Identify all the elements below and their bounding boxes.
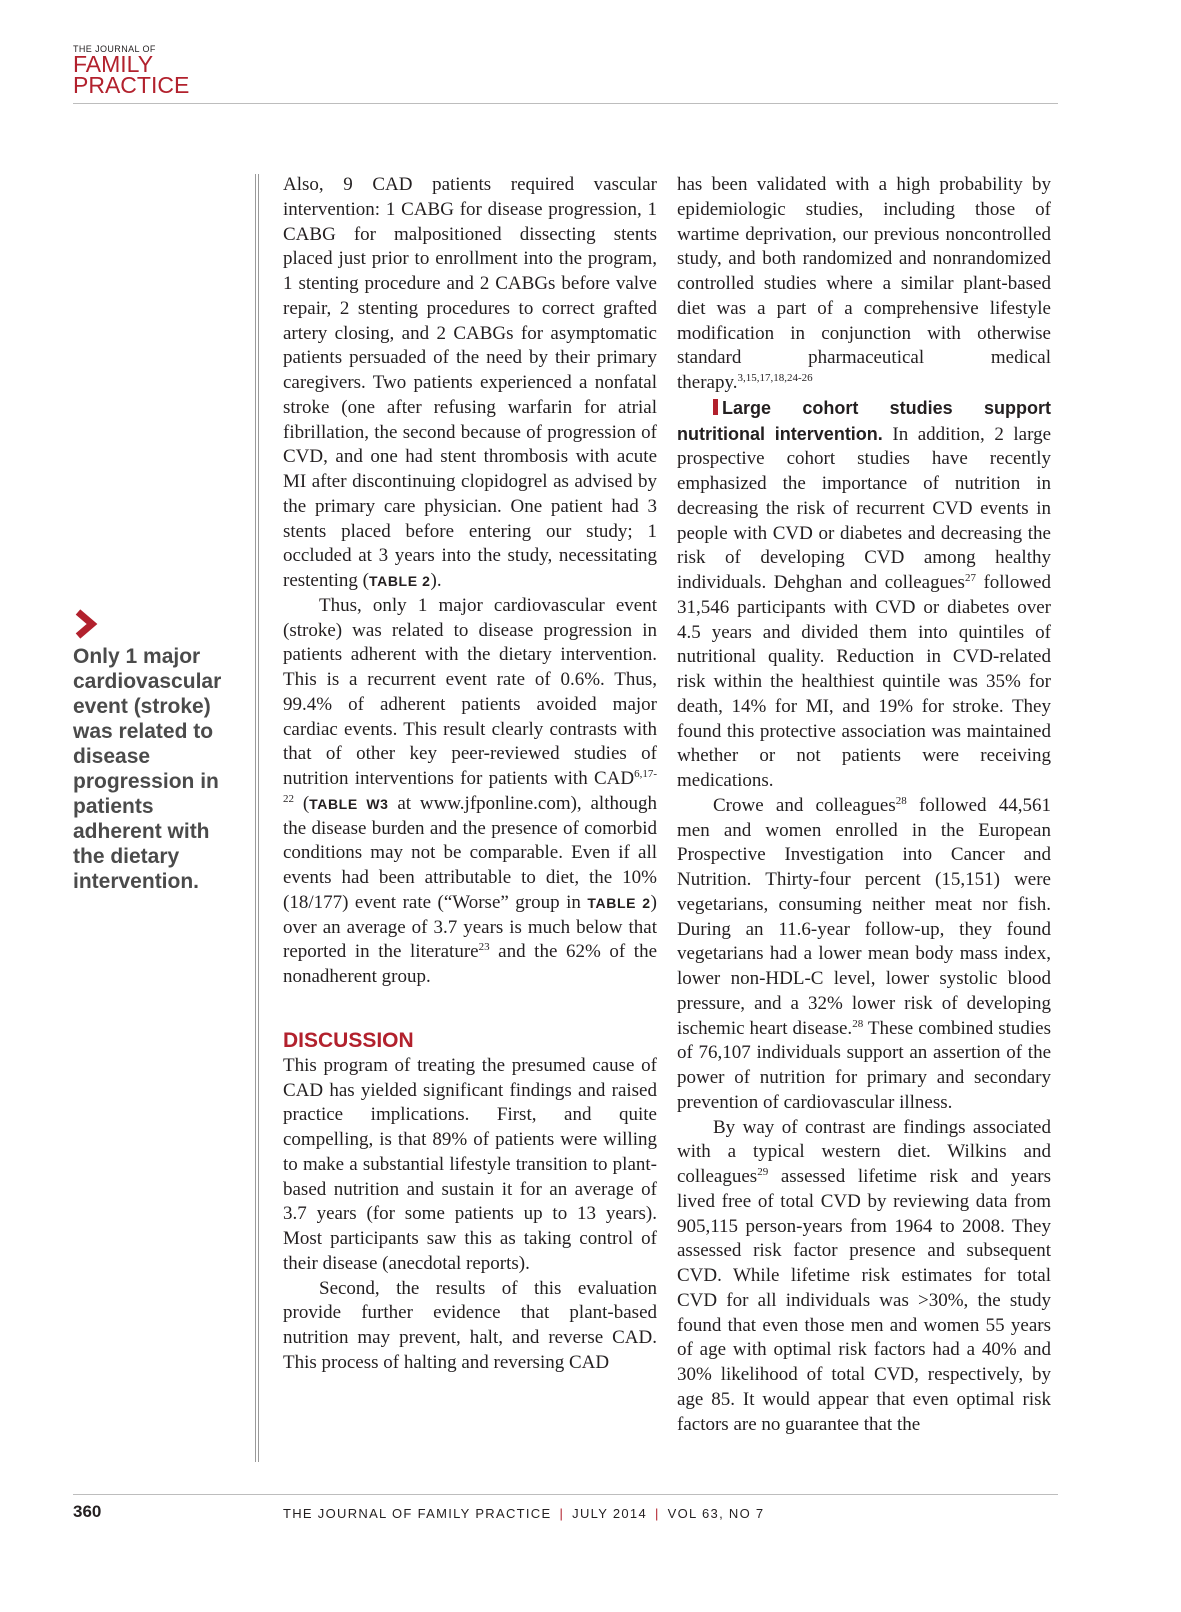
citation-superscript: 28	[852, 1017, 864, 1030]
table-reference[interactable]: TABLE 2	[587, 894, 651, 911]
page-number: 360	[73, 1502, 102, 1521]
table-reference[interactable]: TABLE 2	[369, 573, 431, 589]
paragraph	[283, 594, 657, 990]
paragraph: Second, the results of this evaluation provide further evidence that plant-based nutrition may prevent, halt, and reverse CAD. This process of halting and reversing CAD	[283, 1277, 657, 1373]
sidebar-pull-quote	[73, 608, 245, 894]
logo-small-text: THE JOURNAL OF	[73, 44, 156, 54]
paragraph-text: By way of contrast are findings associated with a typical western diet. Wilkins and colleagues	[677, 1116, 1051, 1187]
run-in-heading: Large cohort studies support nutritional intervention.	[677, 397, 1051, 444]
paragraph-text: Thus, only 1 major cardiovascular event (stroke) was related to disease progression in patients adherent with the dietary intervention. This is a recurrent event rate of 0.6%. Thus, 99.4% of adherent patients avoided major cardiac events. This result clearly contrasts with that of other key peer-reviewed studies of nutrition interventions for patients with CAD	[283, 594, 657, 789]
journal-logo	[73, 44, 189, 96]
section-marker-icon	[713, 399, 718, 415]
running-footer	[283, 1506, 764, 1521]
footer-divider	[73, 1494, 1058, 1495]
text-column-right	[677, 173, 1051, 1437]
citation-superscript: 29	[757, 1166, 769, 1178]
citation-superscript: 23	[478, 941, 490, 954]
paragraph-text: Also, 9 CAD patients required vascular intervention: 1 CABG for disease progression, 1 CABG for malpositioned dissecting stents placed just prior to enrollment into the program, 1 stenting procedure and 2 CABGs before valve repair, 2 stenting procedures to correct grafted artery closing, and 2 CABGs for asymptomatic patients persuaded of the need by their primary caregivers. Two patients experienced a nonfatal stroke (one after refusing warfarin for atrial fibrillation, the second because of progression of CVD, and one had stent thrombosis with acute MI after discontinuing clopidogrel as advised by the primary care physician. One patient had 3 stents placed before entering our study; 1 occluded at 3 years into the study, necessitating restenting (	[283, 174, 657, 591]
citation-superscript: 28	[895, 794, 907, 807]
paragraph-text: ) over an average of 3.7 years is much below that reported in the literature	[283, 891, 657, 963]
chevron-right-icon	[73, 608, 99, 640]
paragraph-text: and the 62% of the nonadherent group.	[283, 941, 657, 987]
column-divider	[255, 174, 259, 1462]
paragraph-text: ).	[430, 570, 442, 591]
footer-journal: THE JOURNAL OF FAMILY PRACTICE	[283, 1506, 552, 1521]
paragraph-text: has been validated with a high probability by epidemiologic studies, including those of wartime deprivation, our previous noncontrolled study, and both randomized and nonrandomized controlled studies where a similar plant-based diet was a part of a comprehensive lifestyle modification in conjunction with otherwise standard pharmaceutical medical therapy.	[677, 174, 1051, 393]
citation-superscript: 3,15,17,18,24-26	[737, 372, 813, 384]
paragraph: This program of treating the presumed cause of CAD has yielded significant findings and raised practice implications. First, and quite compelling, is that 89% of patients were willing to make a substantial lifestyle transition to plant-based nutrition and sustain it for an average of 3.7 years (for some patients up to 13 years). Most participants saw this as taking control of their disease (anecdotal reports).	[283, 1054, 657, 1274]
citation-superscript: 27	[964, 572, 976, 584]
paragraph	[677, 173, 1051, 396]
paragraph-text: Crowe and colleagues	[713, 794, 896, 816]
paragraph-text: followed 31,546 participants with CVD or diabetes over 4.5 years and divided them into quintiles of nutritional quality. Reduction in CVD-related risk within the healthiest quintile was 35% for death, 14% for MI, and 19% for stroke. They found this protective association was maintained whether or not patients were receiving medications.	[677, 572, 1051, 791]
paragraph-text: These combined studies of 76,107 individuals support an assertion of the power of nutrition for primary and secondary prevention of cardiovascular illness.	[677, 1017, 1051, 1113]
pull-quote-text: Only 1 major cardiovascular event (stroke) was related to disease progression in patients adherent with the dietary intervention.	[73, 645, 222, 893]
citation-superscript: 6,17-22	[283, 768, 657, 805]
logo-practice-text: PRACTICE	[73, 72, 190, 98]
paragraph	[677, 794, 1051, 1116]
paragraph	[677, 1116, 1051, 1438]
paragraph-text: In addition, 2 large prospective cohort studies have recently emphasized the importance of nutrition in decreasing the risk of recurrent CVD events in people with CVD or diabetes and decreasing the risk of developing CVD among healthy individuals. Dehghan and colleagues	[677, 423, 1052, 593]
logo-family-text: FAMILY	[73, 51, 154, 77]
footer-date: JULY 2014	[572, 1506, 647, 1521]
paragraph	[283, 173, 657, 594]
section-heading: DISCUSSION	[283, 1028, 414, 1052]
text-column-left	[283, 173, 657, 1376]
paragraph-text: followed 44,561 men and women enrolled in the European Prospective Investigation into Cancer and Nutrition. Thirty-four percent (15,151) were vegetarians, consuming neither meat nor fish. During an 11.6-year follow-up, they found vegetarians had a lower mean body mass index, lower non-HDL-C level, lower systolic blood pressure, and a 32% lower risk of developing ischemic heart disease.	[677, 794, 1051, 1039]
paragraph-text: at www.jfponline.com), although the disease burden and the presence of comorbid conditions may not be comparable. Even if all events had been attributable to diet, the 10% (18/177) event rate (“Worse” group in	[283, 792, 657, 913]
table-reference[interactable]: TABLE W3	[309, 795, 389, 812]
header-divider	[73, 103, 1058, 104]
paragraph-text: assessed lifetime risk and years lived free of total CVD by reviewing data from 905,115 person-years from 1964 to 2008. They assessed risk factor presence and subsequent CVD. While lifetime risk estimates for total CVD for all individuals was >30%, the study found that even those men and women 55 years of age with optimal risk factors had a 40% and 30% likelihood of total CVD, respectively, by age 85. It would appear that even optimal risk factors are no guarantee that the	[677, 1166, 1051, 1435]
paragraph-text: (	[294, 792, 310, 814]
footer-separator: |	[654, 1506, 660, 1521]
footer-separator: |	[559, 1506, 565, 1521]
paragraph	[677, 396, 1051, 794]
footer-volume: VOL 63, NO 7	[667, 1506, 765, 1521]
